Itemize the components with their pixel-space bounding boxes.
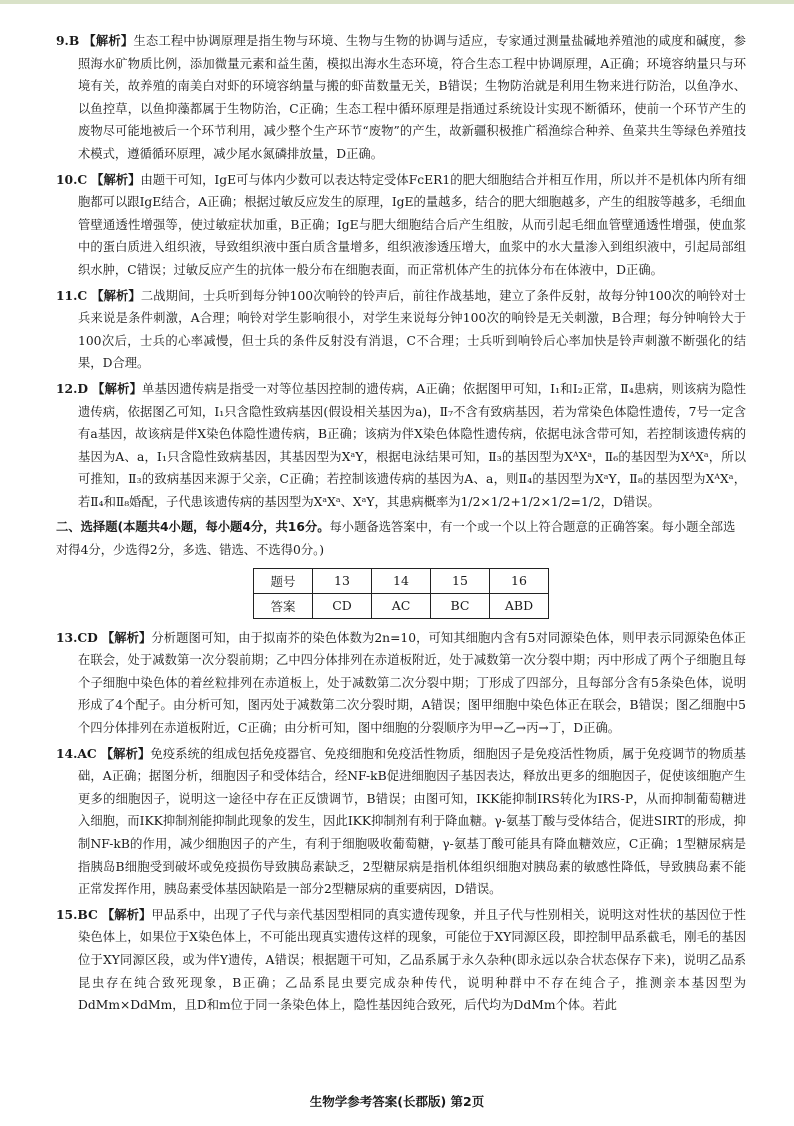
- answer-item: [56, 627, 746, 740]
- answer-table: [253, 568, 549, 619]
- answer-number: 12.D: [56, 380, 89, 396]
- analysis-tag: 【解析】: [92, 381, 143, 396]
- answer-number: 10.C: [56, 171, 88, 187]
- analysis-tag: 【解析】: [83, 34, 134, 48]
- top-color-strip: [0, 0, 794, 4]
- answer-table-number-label: 题号: [254, 568, 313, 593]
- analysis-text: 分析题图可知，由于拟南芥的染色体数为2n=10，可知其细胞内含有5对同源染色体，则甲表示同源染色体正在联会，处于减数第一次分裂前期；乙中四分体排列在赤道板附近，处于减数第一次分裂中期；丙中形成了两个子细胞且每个子细胞中染色体的着丝粒排列在赤道板上，处于减数第二次分裂中期；丁形成了四部分，且每部分含有5条染色体，说明形成了4个配子。由分析可知，图丙处于减数第二次分裂时期，A错误；图甲细胞中染色体正在联会，B错误；图乙细胞中5个四分体排列在赤道板附近，C正确；由分析可知，图中细胞的分裂顺序为甲→乙→丙→丁，D正确。: [78, 630, 746, 736]
- answer-page: [56, 30, 746, 1020]
- analysis-text: 生态工程中协调原理是指生物与环境、生物与生物的协调与适应，专家通过测量盐碱地养殖池的咸度和碱度，参照海水矿物质比例，添加微量元素和益生菌，模拟出海水生态环境，符合生态工程中协调原理，A正确；环境容纳量只与环境有关，故养殖的南美白对虾的环境容纳量与搬的虾苗数量无关，B错误；生物防治就是利用生物来进行防治，以鱼净水、以鱼控草，以鱼抑藻都属于生物防治，C正确；生态工程中循环原理是指通过系统设计实现不断循环，使前一个环节产生的废物尽可能地被后一个环节利用，减少整个生产环节“废物”的产生，故新疆积极推广稻渔综合种养、鱼菜共生等绿色养殖技术模式，遵循循环原理，减少尾水氮磷排放量，D正确。: [78, 34, 746, 161]
- page-footer: 生物学参考答案(长郡版) 第2页: [309, 1094, 485, 1109]
- answer-number: 14.AC: [56, 745, 97, 761]
- answer-table-number: 15: [431, 568, 490, 593]
- section-instructions: 每小题备选答案中，有一个或一个以上符合题意的正确答案。每小题全部选对得4分，少选得2分，多选、错选、不选得0分。): [56, 520, 736, 558]
- analysis-text: 甲品系中，出现了子代与亲代基因型相同的真实遗传现象，并且子代与性别相关，说明这对性状的基因位于性染色体上，如果位于X染色体上，不可能出现真实遗传这样的现象，可能位于XY同源区段，即控制甲品系截毛，刚毛的基因位于XY同源区段，或为伴Y遗传，A错误；根据题干可知，乙品系属于永久杂种(即永远以杂合状态保存下来)，说明乙品系昆虫存在纯合致死现象，B正确；乙品系昆虫要完成杂种传代，说明种群中不存在纯合子，推测亲本基因型为DdMm×DdMm，且D和m位于同一条染色体上，隐性基因纯合致死，后代均为DdMm个体。若此: [78, 907, 746, 1013]
- answer-item: [56, 904, 746, 1017]
- analysis-tag: 【解析】: [101, 630, 152, 645]
- answer-item: [56, 743, 746, 901]
- answer-list-bottom: [56, 627, 746, 1017]
- analysis-text: 由题干可知，IgE可与体内少数可以表达特定受体FcER1的肥大细胞结合并相互作用，所以并不是机体内所有细胞都可以跟IgE结合，A正确；根据过敏反应发生的原理，IgE的量越多，结合的肥大细胞越多，产生的组胺等越多，毛细血管壁通透性增强等，使过敏症状加重，B正确；IgE与肥大细胞结合后产生组胺，从而引起毛细血管壁通透性增强，使血浆中的蛋白质进入组织液，导致组织液中蛋白质含量增多，组织液渗透压增大，血浆中的水大量渗入到组织液中，引起局部组织水肿，C错误；过敏反应产生的抗体一般分布在细胞表面，而正常机体产生的抗体分布在体液中，D正确。: [78, 172, 746, 277]
- analysis-tag: 【解析】: [100, 746, 151, 761]
- analysis-tag: 【解析】: [91, 172, 141, 187]
- answer-item: [56, 285, 746, 375]
- answer-table-answer: AC: [372, 593, 431, 618]
- answer-item: [56, 30, 746, 166]
- analysis-tag: 【解析】: [101, 907, 152, 922]
- answer-table-answer: ABD: [490, 593, 549, 618]
- answer-table-answer-row: [254, 593, 549, 618]
- analysis-text: 免疫系统的组成包括免疫器官、免疫细胞和免疫活性物质，细胞因子是免疫活性物质，属于免疫调节的物质基础，A正确；据图分析，细胞因子和受体结合，经NF-kB促进细胞因子基因表达，释放出更多的细胞因子，促使该细胞产生更多的细胞因子，说明这一途径中存在正反馈调节，B错误；由图可知，IKK能抑制IRS转化为IRS-P，从而抑制葡萄糖进入细胞，而IKK抑制剂能抑制此现象的发生，因此IKK抑制剂有利于降血糖。γ-氨基丁酸与受体结合，促进SIRT的形成，抑制NF-kB的作用，减少细胞因子的产生，有利于细胞吸收葡萄糖，γ-氨基丁酸可能具有降血糖效应，C正确；1型糖尿病是指胰岛B细胞受到破坏或免疫损伤导致胰岛素缺乏，2型糖尿病是指机体组织细胞对胰岛素的敏感性降低，导致胰岛素不能正常发挥作用，胰岛素受体基因缺陷是一部分2型糖尿病的重要病因，D错误。: [78, 746, 746, 897]
- analysis-text: 二战期间，士兵听到每分钟100次响铃的铃声后，前往作战基地，建立了条件反射，故每分钟100次的响铃对士兵来说是条件刺激，A合理；响铃对学生影响很小，对学生来说每分钟100次的响铃是无关刺激，B合理；每分钟响铃大于100次后，士兵的心率减慢，但士兵的条件反射没有消退，C不合理；士兵听到响铃后心率加快是铃声刺激不断强化的结果，D合理。: [78, 288, 746, 371]
- section-title: 二、选择题(本题共4小题，每小题4分，共16分。: [56, 520, 330, 535]
- answer-item: [56, 378, 746, 514]
- answer-number: 15.BC: [56, 906, 98, 922]
- section-heading: [56, 516, 746, 561]
- answer-table-number: 16: [490, 568, 549, 593]
- answer-table-answer: CD: [313, 593, 372, 618]
- analysis-tag: 【解析】: [91, 288, 141, 303]
- answer-table-answer: BC: [431, 593, 490, 618]
- answer-item: [56, 169, 746, 282]
- analysis-text: 单基因遗传病是指受一对等位基因控制的遗传病，A正确；依据图甲可知，Ⅰ₁和Ⅰ₂正常，Ⅱ₄患病，则该病为隐性遗传病，依据图乙可知，Ⅰ₁只含隐性致病基因(假设相关基因为a)，Ⅱ₇不含有致病基因，若为常染色体隐性遗传，7号一定含有a基因，故该病是伴X染色体隐性遗传病，B正确；该病为伴X染色体隐性遗传病，依据电泳含带可知，若控制该遗传病的基因为A、a，Ⅰ₁只含隐性致病基因，其基因型为XᵃY，根据电泳结果可知，Ⅱ₃的基因型为XᴬXᵃ，Ⅱ₆的基因型为XᴬXᵃ，所以可推知，Ⅱ₃的致病基因来源于父亲，C正确；若控制该遗传病的基因为A、a，则Ⅱ₄的基因型为XᵃY，Ⅱ₈的基因型为XᴬXᵃ，若Ⅱ₄和Ⅱ₈婚配，子代患该遗传病的基因型为XᵃXᵃ、XᵃY，其患病概率为1/2×1/2+1/2×1/2=1/2，D错误。: [78, 381, 746, 509]
- answer-number: 13.CD: [56, 629, 98, 645]
- answer-table-number-row: [254, 568, 549, 593]
- answer-table-number: 13: [313, 568, 372, 593]
- answer-list-top: [56, 30, 746, 513]
- answer-number: 11.C: [56, 287, 88, 303]
- answer-table-answer-label: 答案: [254, 593, 313, 618]
- answer-number: 9.B: [56, 33, 80, 48]
- answer-table-number: 14: [372, 568, 431, 593]
